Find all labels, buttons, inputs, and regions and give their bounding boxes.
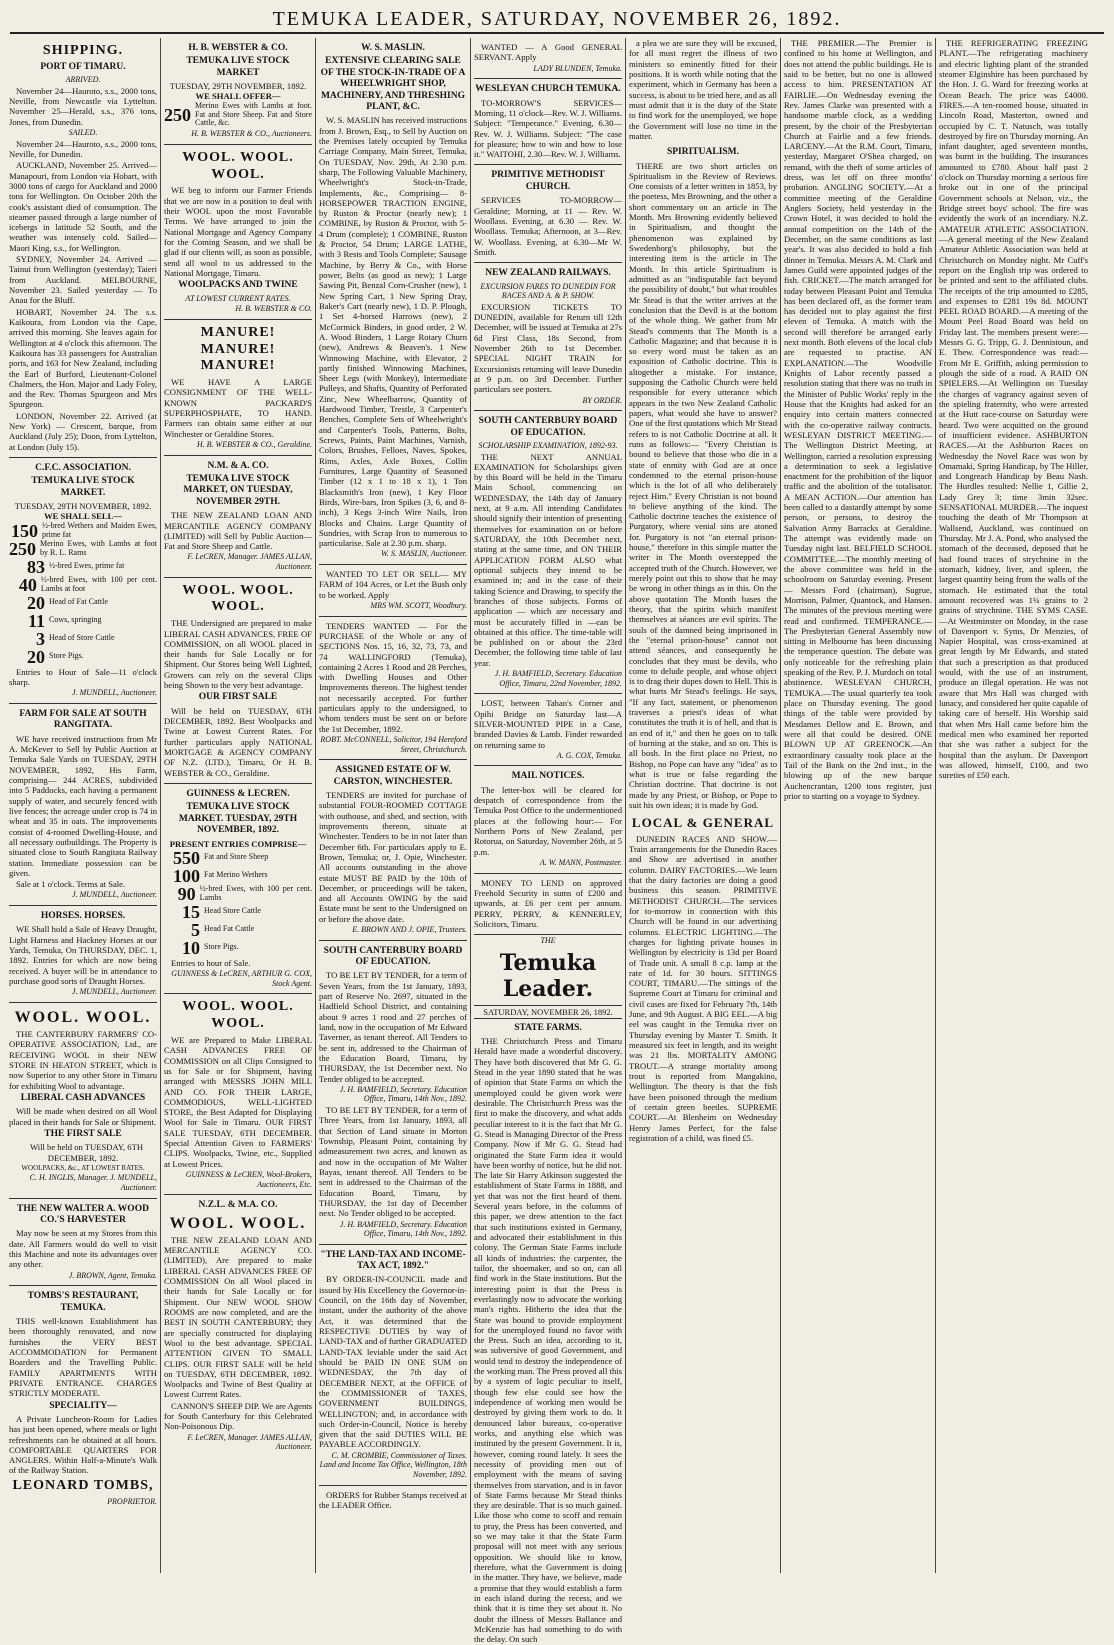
stock-item (9, 576, 157, 594)
harvester-sig: J. BROWN, Agent, Temuka. (68, 1270, 157, 1280)
tenders-sig: ROBT. McCONNELL, Solicitor, 194 Hereford Street, Christchurch. (320, 735, 467, 754)
entry-count: 550 (173, 847, 200, 868)
stock-desc: ½-bred Wethers and Maiden Ewes, prime fat (41, 521, 157, 539)
stock-item (9, 540, 157, 558)
entry-desc: Head Fat Cattle (204, 924, 255, 934)
lost-sig: A. G. COX, Temuka. (556, 750, 622, 760)
entry-count: 15 (182, 901, 200, 922)
stock-item (9, 630, 157, 648)
editorial-continued: a plea we are sure they will be excused, for all must regret the illness of two ministers so eminently fitted for their positions. It is worth while noting that the experiment, which in Germany has been a success, is about to be tried here, and as all must admit that it is the duty of the State to find work for the unemployed, we hope the Government will lose no time in the matter. (629, 38, 777, 141)
railway-sig: BY ORDER. (582, 395, 622, 405)
column-5 (626, 38, 781, 1573)
woolpacks-sig: H. B. WEBSTER & CO. (235, 304, 312, 314)
stock-desc: Head of Store Cattle (49, 633, 115, 643)
servant-sig: LADY BLUNDEN, Temuka. (533, 63, 622, 73)
nma-head: N.M. & A. CO. (207, 460, 269, 471)
servant-block (474, 38, 622, 79)
wool3-block (164, 994, 312, 1195)
wool-title: WOOL. WOOL. (14, 1008, 152, 1026)
advances-title: LIBERAL CASH ADVANCES (20, 1093, 146, 1103)
cfc-market-intro: WE SHALL SELL— (44, 511, 122, 522)
local-general-text: DUNEDIN RACES AND SHOW.—Train arrangements for the Dunedin Races and Show are advertised in another column. DAIRY FACTORIES.—We learn that the dairy factories are doing a good business this season. PRIMITIVE METHODIST CHURCH.—The services for to-morrow in connection with this Church will be found in our advertising columns. ELECTRIC LIGHTING.—The charges for lighting private houses in Wellington by electricity is 13d per Board of Trade unit. A small 8 c.p. lamp at the rate of 1d. for 30 hours. SITTINGS COURT, TIMARU.—The sittings of the Supreme Court at Timaru for criminal and civil cases are fixed for February 7th, 14th June, and 9th August. A BIG EEL.—A big eel was caught in the Temuka river on Thursday evening by Master T. Smith. It measured six feet in length, and its weight was 21 lbs. MORTALITY AMONG TROUT.—A strange mortality among trout is reported from Mangakino, Wellington. The theory is that the fish have been poisoned through the medium of certain green beetles. SUPREME COURT.—At Blenheim on Wednesday Henry James Perfect, for the false registration of a child, was fined £5. (629, 833, 777, 1143)
servant-text: WANTED — A Good GENERAL SERVANT. Apply (474, 42, 622, 63)
shipping-block (9, 38, 157, 458)
estate-sig: E. BROWN AND J. OPIE, Trustees. (352, 925, 467, 935)
harvester-text: May now be seen at my Stores from this date. All Farmers would do well to visit this Machine and note its advantages over any other. (9, 1228, 157, 1270)
horses-auctioneer: J. MUNDELL, Auctioneer. (72, 987, 157, 997)
cfc-market-date: TUESDAY, 29TH NOVEMBER, 1892. (14, 501, 152, 512)
cfc-market-title: TEMUKA LIVE STOCK MARKET. (31, 476, 135, 498)
shipping-news-4: LONDON, November 22. Arrived (at New York) — Crescent, barque, from Auckland (July 25); Doon, from Lyttelton, at London (July 15). (9, 410, 157, 452)
entry-item (164, 921, 312, 939)
primitive-title: PRIMITIVE METHODIST CHURCH. (491, 170, 605, 192)
scholarship-block (474, 411, 622, 694)
guinness-head: GUINNESS & LECREN. (186, 788, 290, 799)
money-block (474, 874, 622, 936)
wool2-title: WOOL. WOOL. WOOL. (182, 582, 294, 615)
advances-text: Will be made when desired on all Wool placed in their hands for Sale or Shipment. (9, 1106, 157, 1127)
board-title: SOUTH CANTERBURY BOARD OF EDUCATION. (323, 945, 463, 968)
scholarship-sig: J. H. BAMFIELD, Secretary. Education Office, Timaru, 22nd November, 1892. (494, 669, 622, 688)
webster-head: H. B. WEBSTER & CO. (188, 43, 288, 53)
board2-sig: J. H. BAMFIELD, Secretary. Education Office, Timaru, 14th Nov., 1892. (339, 1219, 467, 1239)
entry-desc: ½-bred Ewes, with 100 per cent. Lambs (199, 884, 312, 902)
shipping-news-1: AUCKLAND, November 25. Arrived—Manapouri, from London via Hobart, with 3000 tons of cargo for Auckland and 2000 tons for Wellington. On October 20th the cook's assistant died of consumption. The steamer passed through a large number of icebergs in latitude 52 South, and the weather was intensely cold. Sailed—Maori King, s.s., for Wellington. (9, 160, 157, 253)
tenders-text: TENDERS WANTED — For the PURCHASE of the Whole or any of SECTIONS Nos. 15, 16, 32, 73, 73, and 74 WALLINGFORD (Temuka), containing 2 Acres 1 Rood and 28 Perches, with Dwelling Houses and Other Improvements thereon. The highest tender not necessarily accepted. For further particulars apply to the undersigned, to whom tenders must be sent on or before the 1st December, 1892. (319, 620, 467, 734)
entry-desc: Fat and Store Sheep (204, 852, 269, 862)
estate-block (319, 760, 467, 940)
entry-count: 90 (177, 883, 196, 904)
stock-count: 20 (27, 592, 45, 613)
first-sale-title: THE FIRST SALE (44, 1129, 122, 1140)
wanted-let-block (319, 565, 467, 617)
manure-block (164, 320, 312, 456)
wool4-title: WOOL. WOOL. (169, 1214, 307, 1232)
column-4 (471, 38, 626, 1645)
stock-count: 20 (27, 646, 45, 667)
maslin-block (319, 38, 467, 565)
state-farms-title: STATE FARMS. (514, 1022, 582, 1033)
entry-item (164, 885, 312, 903)
wesleyan-title: WESLEYAN CHURCH TEMUKA. (475, 84, 621, 95)
masthead-title: TEMUKA LEADER, SATURDAY, NOVEMBER 26, 1892. (272, 8, 842, 30)
arrived-label: ARRIVED. (65, 75, 101, 85)
local-news-col7: THE REFRIGERATING FREEZING PLANT.—The refrigerating machinery and electric lighting plant of the stranded steamer Elginshire has been purchased by the Hon. J. G. Ward for freezing works at Ocean Beach. The price was £4000. FIRES.—A ten-roomed house, situated in Lincoln Road, Masterton, owned and occupied by C. T. Natusch, was totally destroyed by fire on Thursday morning. An infant daughter, aged seventeen months, was burnt in the building. The insurances amounted to £780. About half past 2 o'clock on Thursday morning a serious fire broke out in one of the principal Government schools at Nelson, viz., the Bridge street boys' school. The fire was evidently the work of an incendiary. N.Z. AMATEUR ATHLETIC ASSOCIATION.—A general meeting of the New Zealand Amateur Athletic Association was held at Christchurch on Monday night. Mr Cuff's report on the English trip was ordered to be printed and sent to the affiliated clubs. The receipts of the trip amounted to £285, and expenses to £281 19s 8d. MOUNT PEEL ROAD BOARD.—A meeting of the Mount Peel Road Board was held on Friday last. The members present were:— Messrs G. G. Tripp, G. J. Dennistoun, and E. Thew. Correspondence was read:— From Mr E. Griffith, asking permission to plough the side of a road. A RAID ON SPIELERS.—At Wellington on Tuesday the charges of vagrancy against seven of the spieling fraternity, who were arrested at the Hutt race-course on Saturday were heard. Two were acquitted on the ground of insufficient evidence. ASHBURTON RACES.—At the Ashburton Races on Wednesday the Novel Race was won by Omamaki, Spring Handicap, by The Hiller, and Longreach Handicap by Beau Nash. The Hurdles resulted: Nellie 1, Gillie 2, Lady Grey 3; time 3min 32sec. SENSATIONAL MURDER.—The inquest touching the death of Mr Thompson at Wallsend, Auckland, was continued on Thursday. Mr J. A. Pond, who analysed the stomach of the deceased, deposed that he had found traces of strychnine in the stomach, kidney, liver, and spleen, the largest quantity being from the walls of the stomach. He estimated that the total amount recovered was 1¼ grains to 2 grains of strychnine. THE SYMS CASE.—At Westminster on Monday, in the case of Davenport v. Syms, Dr Menzies, of Napier Hospital, was cross-examined at great length by Mr Edwards, and stated that such a prescription as that produced would, with the use of an instrument, produce an illegal operation. He was not aware that Mrs Hall was charged with lunacy, and considered her quite capable of taking care of herself. His Worship said that when Mrs Hall came before him the medical men who examined her reported that she was rather a subject for the hospital than the asylum. Dr Davenport was allowed, himself, £100, and two sureties of £50 each. (939, 38, 1089, 781)
manure-text: WE HAVE A LARGE CONSIGNMENT OF THE WELL-KNOWN PACKARD'S SUPERPHOSPHATE, TO HAND. Farmers can obtain same either at our Winchester or Geraldine Stores. (164, 377, 312, 439)
wool3-text: WE are Prepared to Make LIBERAL CASH ADVANCES FREE OF COMMISSION on all Clips Consigned to us for Sale or for Shipment, having arranged with MESSRS JOHN MILL AND CO. FOR THEIR LARGE, COMMODIOUS, WELL-LIGHTED STORE, the Best Adapted for Displaying Wool for Sale in Timaru. OUR FIRST SALE TUESDAY, 6TH DECEMBER. Special Attention Given to FARMERS' CLIPS. Woolpacks, Twine, etc., Supplied at Lowest Prices. (164, 1034, 312, 1169)
entry-count: 100 (173, 865, 200, 886)
estate-title: ASSIGNED ESTATE OF W. CARSTON, WINCHESTER. (333, 765, 453, 787)
primitive-text: SERVICES TO-MORROW— Geraldine; Morning, at 11 — Rev. W. Woollass. Evening, at 6.30 — Rev. W. Woollass. Temuka; Afternoon, at 3—Rev. W. Woollass. Evening, at 6.30—Mr W. Smith. (474, 195, 622, 257)
horses-title: HORSES. HORSES. (40, 911, 126, 922)
sheep-dip: CANNON'S SHEEP DIP. We are Agents for South Canterbury for this Celebrated Non-Poisonous Dip. (164, 1400, 312, 1432)
clearing-sale-text: W. S. MASLIN has received instructions from J. Brown, Esq., to Sell by Auction on the Premises lately occupied by Temuka Carriage Company, Main Street, Temuka, On TUESDAY, Nov. 29th, At 2.30 p.m. sharp, The Following Valuable Machinery, Wheelwright's Stock-in-Trade, Implements, &c., Comprising— 8-HORSEPOWER TRACTION ENGINE, by Ruston & Proctor (nearly new); 1 COMBINE, by Ruston & Proctor, with 5-4 Drum (complete); 1 COMBINE, Ruston & Proctor, 54 Drum; LARGE LATHE, with 3 Rests and Tools Complete; Sausage Machine, by Berry & Co., with Horse power, Belts (as good as new); 1 Large Sawing Pit, Benzal Corn-Crusher (new), 1 New Spring Cart, 1 New Spring Dray, Baker's Cart (nearly new), 1 D. P. Plough, 1 Set 4-horsed Harrows (new), 2 McCormick Binders, in good order, 2 W. A. Wood Binders, 1 Large Rotary Churn (new), Andrews & Beaven's. 1 New Winnowing Machine, with Elevator, 2 partly finished Winnowing Machines, Sheer Legs (with Monkey), Intermediate Pulleys, and Shafts, Quantity of Perforated Zinc, New Wheelbarrow, Quantity of Hardwood Timber, Trestle, 3 Carpenter's Benches, Complete Sets of Wheelwright's and Carpenter's Tools, Patterns, Bolts, Screws, Paints, Paint Machines, Varnish, Colors, Brushes, Felloes, Naves, Spokes, Rims, Axles, Axle Boxes, Collin Furnitures, Large Quantity of Seasoned Timber (12 x 1 to 18 x 1), 1 Ton Blacksmith's Iron (new), 1 Key Floor Birds, Wire-bars, Iron Spikes (3, 6, and 8-inch), 3 Kegs 3-inch Wire Nails, Iron Blocks and Chains. Large Quantity of Sundries, with Scrap Iron to numerous to particularise. Sale at 2.30 p.m. sharp. (319, 115, 467, 549)
guinness-market: TEMUKA LIVE STOCK MARKET. TUESDAY, 29TH NOVEMBER, 1892. (178, 802, 298, 836)
entry-count: 10 (182, 937, 200, 958)
guinness-block (164, 784, 312, 994)
woolpacks-title: WOOLPACKS AND TWINE (178, 280, 298, 291)
wool3-title: WOOL. WOOL. WOOL. (182, 999, 294, 1032)
stock-item (9, 648, 157, 666)
tax-sig: C. M. CROMBIE, Commissioner of Taxes. Land and Income Tax Office, Wellington, 18th November, 1892. (319, 1450, 467, 1479)
tombs-text: THIS well-known Establishment has been thoroughly renovated, and now furnishes the VERY BEST ACCOMMODATION for Permanent Boarders and the Travelling Public. FAMILY APARTMENTS WITH PRIVATE ENTRANCE. CHARGES STRICTLY MODERATE. (9, 1316, 157, 1399)
offer-count: 250 (164, 104, 191, 125)
sailed-text: November 24—Hauroto, s.s., 2000 tons, Neville, for Dunedin. (9, 138, 157, 159)
nzl-head: N.Z.L. & M.A. CO. (198, 1200, 278, 1211)
horses-block (9, 906, 157, 1003)
harvester-block (9, 1199, 157, 1287)
entry-desc: Head Store Cattle (204, 906, 261, 916)
inglis-sig: C. H. INGLIS, Manager. J. MUNDELL, Auctioneer. (29, 1173, 157, 1193)
mail-title: MAIL NOTICES. (511, 771, 585, 782)
tombs-block (9, 1286, 157, 1511)
board2-text: TO BE LET BY TENDER, for a term of Three Years, from 1st January, 1893, all that Section of Land situate in Morton Township, Pleasant Point, containing by admeasurement two acres, and known as and now in the occupation of Mr Walter Bayas, tenant thereof. All Tenders to be sent in addressed to the Chairman of the Education Board, Timaru, by THURSDAY, the 1st day of December next. No Tender obliged to be accepted. (319, 1105, 467, 1219)
nma-block (164, 456, 312, 578)
column-3 (316, 38, 471, 1573)
port-title: PORT OF TIMARU. (40, 61, 126, 72)
stock-count: 3 (36, 628, 45, 649)
present-entries: PRESENT ENTRIES COMPRISE— (169, 838, 307, 849)
column-2 (161, 38, 316, 1573)
dip-sig: F. LeCREN, Manager. JAMES ALLAN, Auctioneer. (187, 1432, 312, 1452)
spiritualism-title: SPIRITUALISM. (666, 147, 740, 158)
webster-market-title: TEMUKA LIVE STOCK MARKET (186, 56, 290, 78)
maslin-head: W. S. MASLIN. (361, 43, 425, 53)
scholarship-text: THE NEXT ANNUAL EXAMINATION for Scholarships given by this Board will be held in the Timaru Main School, commencing on WEDNESDAY, the 14th day of January next, at 9 a.m. All intending Candidates should signify their intention of presenting themselves for examination on or before SATURDAY, the 10th December next, stating at the same time, and ON THEIR APPLICATION FORM ALSO what optional subjects they intend to be examined in; and in the case of their taking Science and Drawing, to specify the branches of those subjects. Forms of application — which are necessary and must be accurately filled in —can be obtained at this office. The time-table will be published on or about the 23rd December, the following time table of last year. (474, 451, 622, 668)
stock-desc: Merino Ewes, with Lambs at foot by R. L. Rams (40, 539, 157, 557)
clearing-sale-title: EXTENSIVE CLEARING SALE OF THE STOCK-IN-TRADE OF A WHEELWRIGHT SHOP, MACHINERY, AND THRESHING PLANT, &C. (320, 56, 466, 112)
offer-desc: Merino Ewes with Lambs at foot. Fat and Store Sheep. Fat and Store Cattle, &c. (195, 100, 312, 128)
stock-desc: ½-bred Ewes, prime fat (49, 561, 125, 571)
state-farms-text: THE Christchurch Press and Timaru Herald have made a wonderful discovery. They have both discovered that Mr G. G. Stead in the year 1890 stated that he was of opinion that State Farms on which the unemployed could be given work were desirable. The Christchurch Press was the first to make the discovery, and what adds peculiar interest to it is the fact that Mr G. G. Stead is Managing Director of the Press Company. Now if Mr G. G. Stead had originated the State Farm idea it would have been worthy of notice, but he did not. The late Sir Harry Atkinson suggested the establishment of State Farms in 1888, and yet that was not the first heard of them. Several years before, in the columns of this paper, we drew attention to the fact that such institutions existed in Germany, and advocated their establishment in this colony. The German State Farms include all kinds of industries: the carpenter, the tailor, the shoemaker, and so on, can all find work in the State institutions. But the interesting point is that the Press is everlastingly now to advocate the working man's rights. Hitherto the idea that the State was bound to provide employment for the unemployed found no favor with the Press. Such an idea, according to it, was subversive of good Government, and would tend to destroy the independence of the working man. The Press proved all this by a system of logic peculiar to itself, though few else could see how the independence of working men would be destroyed by giving them work to do. It denounced labor bureaux, co-operative works, and anything else which was instituted by the present Government. It is, however, coming round lately. It sees the necessity of providing men out of employment with the means of saving themselves from starvation, and is in favor of State Farms because Mr Stead thinks they are desirable. That is so much gained. Like those who come to scoff and remain to pray, the Press has been converted, and so we may take it that the State Farm proposal will not meet with any serious opposition. We should like to know, therefore, what the Government is doing in the matter. They have, we believe, made a promise that they would establish a farm in each island during the recess, and we think that it is time they set about it. No doubt the illness of Messrs Ballance and McKenzie has had something to do with the delay. On such (474, 1036, 622, 1645)
wool-text: THE CANTERBURY FARMERS' CO-OPERATIVE ASSOCIATION, Ltd., are RECEIVING WOOL in their NEW STORE IN HEATON STREET, which is now Superior to any other Store in Timaru for exhibiting Wool to advantage. (9, 1029, 157, 1091)
board-text: TO BE LET BY TENDER, for a term of Seven Years, from the 1st January, 1893, part of Reserve No. 2697, situated in the Hadfield School District, and containing about 9 acres 1 rood and 27 perches of land, now in the occupation of Mr Edward Taverner, as tenant thereof. All Tenders to be sent in, addressed to the Chairman of the Education Board, Timaru, by THURSDAY, the 1st December next. No Tender obliged to be accepted. (319, 970, 467, 1084)
tombs-speciality: SPECIALITY— (49, 1400, 117, 1411)
columns (6, 38, 1108, 1645)
market-entries: Entries to Hour of Sale—11 o'clock sharp. (9, 666, 157, 688)
wool4-text: THE NEW ZEALAND LOAN AND MERCANTILE AGENCY CO. (LIMITED), Are prepared to make LIBERAL CASH ADVANCES FREE OF COMMISSION On all Wool placed in their hands for Sale Locally or for Shipment. Our NEW WOOL SHOW ROOMS are now completed, and are the BEST IN SOUTH CANTERBURY; they are specially constructed for displaying Wool to the best advantage. SPECIAL ATTENTION GIVEN TO SMALL CLIPS. OUR FIRST SALE will be held on TUESDAY, 6TH DECEMBER, 1892. Woolpacks and Twine of Best Quality at Lowest Current Rates. (164, 1234, 312, 1400)
stock-item (9, 558, 157, 576)
tombs-title: TOMBS'S RESTAURANT, TEMUKA. (27, 1291, 139, 1313)
orders-text: ORDERS for Rubber Stamps received at the LEADER Office. (319, 1489, 467, 1510)
masthead (10, 6, 1104, 34)
wool-block (9, 1003, 157, 1199)
tax-title: "THE LAND-TAX AND INCOME-TAX ACT, 1892." (320, 1249, 466, 1272)
farm-sale-block (9, 704, 157, 906)
stock-count: 250 (9, 538, 36, 559)
arrived-text: November 24—Hauroto, s.s., 2000 tons, Neville, from Newcastle via Lyttelton. November 25—Herald, s.s., 376 tons, Jones, from Dunedin. (9, 85, 157, 127)
railway-block (474, 263, 622, 411)
first-sale-text: Will be held on TUESDAY, 6TH DECEMBER, 1892. Best Woolpacks and Twine at Lowest Current Rates. For further particulars apply NATIONAL MORTGAGE & AGENCY COMPANY OF N.Z. (LTD.), Timaru, Or H. B. WEBSTER & CO., Geraldine. (164, 705, 312, 778)
stock-desc: ½-bred Ewes, with 100 per cent. Lambs at foot (40, 575, 157, 593)
education-board-block (319, 941, 467, 1245)
local-news-col6: THE PREMIER.—The Premier is confined to his home at Wellington, and does not attend the public buildings. He is said to be better, but no one is allowed access to him. PRESENTATION AT FAIRLIE.—On Wednesday evening the Rev. James Clarke was presented with a handsome marble clock, as a wedding present, by the choir of the Presbyterian Church at Fairlie and a few friends. LARCENY.—At the R.M. Court, Timaru, yesterday, Margaret O'Shea charged, on remand, with the theft of some articles of dress, was let off on three months' probation. ANGLING SOCIETY.—At a committee meeting of the Geraldine Anglers Society, held yesterday in the Crown Hotel, it was decided to hold the annual competition on the 14th of the December, on the same conditions as last year's. It was also decided to hold a fish dinner in Temuka. Messrs A. M. Clark and James Guild were appointed judges of the fish. CRICKET.—The match arranged for today between Pleasant Point and Temuka has been declared off, as the former team has decided not to play against the first eleven of Temuka. A match with the second will therefore be arranged early next month. Both elevens of the local club are requested to practise. AN EXPLANATION.—The Woodville Knights of Labor recently passed a resolution stating that there was no truth in the Minister of Public Works' reply in the House that the Knights had asked for an enquiry into certain matters connected with the co-operative railway contracts. WESLEYAN DISTRICT MEETING.—The Wellington District Meeting, at Wellington, carried a resolution expressing a determination to seek a legislative enactment for the prohibition of the liquor traffic and the abolition of the totalisator. A MEAN ACTION.—Our attention has been called to a dastardly attempt by some person, or persons, to destroy the Salvation Army Barracks at Geraldine. The attempt was evidently made on Tuesday night last. BELFIELD SCHOOL COMMITTEE.—The monthly meeting of the above committee was held in the schoolroom on Saturday evening. Present — Messrs Ford (chairman), Sugrue, Morrison, Palmer, Quantock, and Hansen. The minutes of the previous meeting were read and confirmed. TEMPERANCE.—The Presbyterian General Assembly now sitting in Melbourne has been discussing the temperance question. The debate was only noticeable for the refreshing plain speaking of the Rev. P. J. Murdoch on total abstinence. WESLEYAN CHURCH, TEMUKA.—The usual quarterly tea took place on Thursday evening. The good things of the table were provided by Mesdames Dellow and E. Brown, and were all that could be desired. ONE BLOWN UP AT GREENOCK.—An extraordinary casualty took place at the Tail of the Bank on the 2nd inst., in the blowing up of the new barque Auchencrantan, 1200 tons register, just prior to starting on a voyage to Sydney. (784, 38, 932, 801)
railway-title: NEW ZEALAND RAILWAYS. (485, 268, 611, 279)
webster-sig: H. B. WEBSTER & CO., Auctioneers. (191, 129, 312, 139)
entry-desc: Fat Merino Wethers (204, 870, 268, 880)
paper-date: SATURDAY, NOVEMBER 26, 1892. (474, 1005, 622, 1019)
tenders-block (319, 617, 467, 761)
horses-text: WE Shall hold a Sale of Heavy Draught, Light Harness and Hackney Horses at our Yards, Temuka, On THURSDAY, DEC. 1, 1892. Entries for which are now being received. A buyer will be in attendance to purchase good sorts of Draught Horses. (9, 924, 157, 987)
wool3-sig: GUINNESS & LeCREN, Wool-Brokers, Auctioneers, Etc. (185, 1170, 312, 1189)
farm-sale: Sale at 1 o'clock. Terms at Sale. (16, 879, 126, 890)
stock-count: 11 (27, 610, 45, 631)
stock-count: 83 (27, 556, 45, 577)
money-text: MONEY TO LEND on approved Freehold Security in sums of £200 and upwards, at £6 per cent per annum. PERRY, PERRY, & KENNERLEY, Solicitors, Timaru. (474, 877, 622, 929)
nma-sig: F. LeCREN, Manager. JAMES ALLAN, Auctioneer. (187, 552, 312, 572)
shipping-news-2: SYDNEY, November 24. Arrived — Tainui from Wellington (yesterday); Taieri from Auckland. MELBOURNE, November 23. Sailed yesterday — To Anau for the Bluff. (9, 254, 157, 306)
tax-text: BY ORDER-IN-COUNCIL made and issued by His Excellency the Governor-in-Council, on the 16th day of November, instant, under the authority of the above Act, it was determined that the RESPECTIVE DUTIES by way of LAND-TAX and of further GRADUATED LAND-TAX leviable under the said Act should be PAID IN ONE SUM on WEDNESDAY, the 7th day of DECEMBER NEXT, at the OFFICE of the COMMISSIONER of TAXES, GOVERNMENT BUILDINGS, WELLINGTON; and, in accordance with such Order-in-Council, Notice is hereby given that the said DUTIES WILL BE PAYABLE ACCORDINGLY. (319, 1274, 467, 1450)
stock-desc: Store Pigs. (49, 651, 84, 661)
wanted-let-text: WANTED TO LET OR SELL— MY FARM of 104 Acres, or Let the Bush only to be worked. Apply (319, 569, 467, 600)
woolpacks-sub: AT LOWEST CURRENT RATES. (185, 293, 291, 303)
stock-desc: Cows, springing (49, 615, 102, 625)
entry-item (164, 849, 312, 867)
tombs-role: PROPRIETOR. (107, 1496, 157, 1506)
nzl-block (164, 1195, 312, 1457)
webster-offer: WE SHALL OFFER— (195, 91, 281, 102)
entries-note: Entries to hour of Sale. (171, 957, 251, 968)
board-sig: J. H. BAMFIELD, Secretary. Education Office, Timaru, 14th Nov., 1892. (339, 1084, 467, 1104)
cfc-title: C.F.C. ASSOCIATION. (35, 463, 131, 473)
entry-item (164, 867, 312, 885)
stock-item (9, 522, 157, 540)
orders-block (319, 1486, 467, 1516)
mail-sig: A. W. MANN, Postmaster. (539, 857, 622, 867)
paper-the: THE (540, 936, 556, 946)
entry-desc: Store Pigs. (204, 942, 239, 952)
webster-wool-title: WOOL. WOOL. WOOL. (182, 149, 294, 182)
entry-item (164, 939, 312, 957)
first-sale: OUR FIRST SALE (198, 692, 278, 703)
manure-sig: H. B. WEBSTER & CO., Geraldine. (196, 440, 312, 450)
harvester-title: THE NEW WALTER A. WOOD CO.'S HARVESTER (17, 1203, 149, 1225)
column-7 (936, 38, 1091, 1573)
primitive-block (474, 165, 622, 263)
local-general-title: LOCAL & GENERAL (631, 815, 775, 831)
farm-auctioneer: J. MUNDELL, Auctioneer. (72, 890, 157, 900)
railway-text: EXCURSION TICKETS TO DUNEDIN, available for Return till 12th December, will be issued at Temuka at 27s 6d First Class, 18s Second, from November 26th to 1st December. SPECIAL NIGHT TRAIN for Excursionists returning will leave Dunedin at 9 p.m. on 3rd December. Further particulars see posters. (474, 301, 622, 395)
nma-text: THE NEW ZEALAND LOAN AND MERCANTILE AGENCY COMPANY (LIMITED) will Sell by Public Auction— Fat and Store Sheep and Cattle. (164, 510, 312, 552)
wool2-text: THE Undersigned are prepared to make LIBERAL CASH ADVANCES, FREE OF COMMISSION, on all WOOL placed in their hands for Sale Locally or for Shipment. Our Stores being Well Lighted, Growers can rely on the several Clips being Shown to the very best advantage. (164, 618, 312, 691)
cfc-market-block (9, 458, 157, 704)
stock-count: 40 (18, 574, 37, 595)
sailed-label: SAILED. (68, 128, 98, 138)
wesleyan-block (474, 79, 622, 165)
webster-market-date: TUESDAY, 29TH NOVEMBER, 1892. (169, 81, 307, 92)
railway-sub: EXCURSION FARES TO DUNEDIN FOR RACES AND A. & P. SHOW. (480, 281, 616, 301)
wesleyan-text: TO-MORROW'S SERVICES— Morning, 11 o'clock—Rev. W. J. Williams. Subject: "Temperance." Evening, 6.30—Rev. W. J. Williams. Subject: "The case for pleasure; how to win and how to lose it." WAITOHI, 2.30—Rev. W. J. Williams. (474, 97, 622, 160)
offer-item (164, 102, 312, 128)
webster-wool-block (164, 145, 312, 320)
shipping-title: SHIPPING. (42, 43, 124, 58)
tax-block (319, 1245, 467, 1486)
spiritualism-text: THERE are two short articles on Spiritualism in the Review of Reviews. One consists of a letter written in 1853, by the poetess, Mrs Browning, and the other a short commentary on an article in The Month. Mrs Browning evidently believed in Spiritualism, and thought the phenomenon was explained by Swedenborg's philosophy, but the interesting item is the article in The Month. In this article Spiritualism is admitted as an "indisputable fact beyond the possibility of doubt," but what troubles Mr Stead is that the writer arrives at the conclusion that the Devil is at the bottom of the whole thing. We gather from Mr Stead's comments that The Month is a Catholic Magazine; and that because it is so every word must be taken as an exposition of Catholic doctrine. This is altogether a mistake. For instance, supposing the Catholic Church were held responsible for every utterance which appears in the two New Zealand Catholic papers, what would she have to answer? One of the first quotations which Mr Stead refers to is not Catholic Doctrine at all. It runs as follows:— "Every Christian is bound to believe that those who die in a state of enmity with God are at once condemned to the eternal prison-house which is the lot of all who deliberately reject Him." Every Christian is not bound to believe anything of the kind. The Catholic doctrine teaches the existence of Purgatory, where venial sins are atoned for. Purgatory is not "an eternal prison-house," therefore in this simple matter the writer in The Month overstepped the accepted truth of the Church. However, we merely point out this to show that he may be wrong in other things as in this. On the above quotation The Month bases the theory, that the spirits which manifest themselves at séances are evil spirits. The souls of the damned being imprisoned in the "eternal prison-house" cannot not attend séances, and consequently he concludes that they must be devils, who come to delude people, and whose object is to drag their dupes down to Hell. This is what hurts Mr Stead's feelings. He says, "If any fact, statement, or phenomenon traverses a priest's ideas of what constitutes the truth it is of hell, and that is an end of it," and then he goes on to talk of burning at the stake, and so on. This is all bosh. In the first place no Priest, no Bishop, no Pope can have any "idea" as to what is true or false regarding the Christian doctrine. That doctrine is not made by any Priest, or Bishop, or Pope to suit his own ideas; it is made by God. (629, 160, 777, 810)
scholarship-board: SOUTH CANTERBURY BOARD OF EDUCATION. (478, 416, 618, 438)
entry-item (164, 903, 312, 921)
stock-item (9, 612, 157, 630)
entry-count: 5 (191, 919, 200, 940)
stock-item (9, 594, 157, 612)
lost-block (474, 694, 622, 766)
webster-market-block (164, 38, 312, 145)
clearing-sale-sig: W. S. MASLIN, Auctioneer. (381, 549, 467, 559)
tombs-name: LEONARD TOMBS, (12, 1477, 154, 1493)
entries-sig: GUINNESS & LeCREN, ARTHUR G. COX, Stock Agent. (171, 969, 312, 988)
first-sale-text: Will be held on TUESDAY, 6TH DECEMBER, 1892. (29, 1142, 144, 1163)
scholarship-sub: SCHOLARSHIP EXAMINATION, 1892-93. (478, 440, 618, 450)
paper-title: Temuka Leader. (499, 949, 597, 1003)
farm-title: FARM FOR SALE AT SOUTH RANGITATA. (19, 709, 147, 731)
mail-block (474, 766, 622, 873)
stock-list (9, 522, 157, 666)
market-auctioneer: J. MUNDELL, Auctioneer. (72, 688, 157, 698)
column-1 (6, 38, 161, 1573)
webster-wool-text: WE beg to inform our Farmer Friends that we are now in a position to deal with their WOOL upon the most Favorable Terms. We have arranged to join the National Mortgage and Agency Company for the Coming Season, and we shall be glad if our clients will, as soon as possible, send all wool to us addressed to the National Mortgage, Timaru. (164, 185, 312, 278)
wool2-block (164, 578, 312, 784)
stock-desc: Head of Fat Cattle (49, 597, 108, 607)
mail-text: The letter-box will be cleared for despatch of correspondence from the Temuka Post Office to the undermentioned places at the following hour:— For Northern Ports of New Zealand, per Rotorua, on Saturday, November 26th, at 5 p.m. (474, 784, 622, 857)
shipping-news-3: HOBART, November 24. The s.s. Kaikoura, from London via the Cape, arrived this morning. She leaves again for Wellington at 4 o'clock this afternoon. The Kaikoura has 33 passengers for Australian ports, and 163 for New Zealand, including the Earl of Burford, Lieutenant-Colonel Chalmers, the Hon. Major and Lady Foley, and the Rev. Thomas Spurgeon and Mrs Spurgeon. (9, 306, 157, 410)
wanted-let-sig: MRS WM. SCOTT, Woodbury. (370, 601, 467, 610)
nma-market: TEMUKA LIVE STOCK MARKET, ON TUESDAY, NOVEMBER 29TH. (183, 474, 293, 507)
column-6 (781, 38, 936, 1573)
lost-text: LOST, between Tahan's Corner and Opihi Bridge on Saturday last—A SILVER-MOUNTED PIPE in a Case, branded Davies & Lamb. Finder rewarded on returning same to (474, 698, 622, 750)
editorial-block (474, 936, 622, 1644)
woolpacks-note: WOOLPACKS, &c., AT LOWEST RATES. (21, 1164, 145, 1173)
estate-text: TENDERS are invited for purchase of substantial FOUR-ROOMED COTTAGE with outhouse, and shed, and section, with improvements thereon, situate at Winchester. Tenders to be in not later than December 6th. For particulars apply to E. Brown, Temuka; or, J. Opie, Winchester. All accounts outstanding in the above estate MUST BE PAID by the 10th of December, or proceedings will be taken, and all Accounts OWING by the said Estate must be sent to the Undersigned on or before the above date. (319, 790, 467, 924)
stock-count: 150 (10, 520, 38, 541)
tombs-speciality-text: A Private Luncheon-Room for Ladies has just been opened, where meals or light refreshments can be obtained at all hours. COMFORTABLE QUARTERS FOR ANGLERS. Within Half-a-Minute's Walk of the Railway Station. (9, 1413, 157, 1476)
farm-text: WE have received instructions from Mr A. McKever to Sell by Public Auction at Temuka Sale Yards on TUESDAY, 29TH NOVEMBER, 1892, His Farm, comprising— 244 ACRES, subdivided into 5 Paddocks, each having a permanent supply of water, and securely fenced with live fences; the acreage under crop is 74 in wheat and 35 in oats. The improvements consist of 4-roomed Dwelling-House, and all necessary outbuildings. The Property is situated close to South Rangitata Railway station. Immediate possession can be given. (9, 733, 157, 878)
manure-title: MANURE! MANURE! MANURE! (200, 324, 276, 374)
